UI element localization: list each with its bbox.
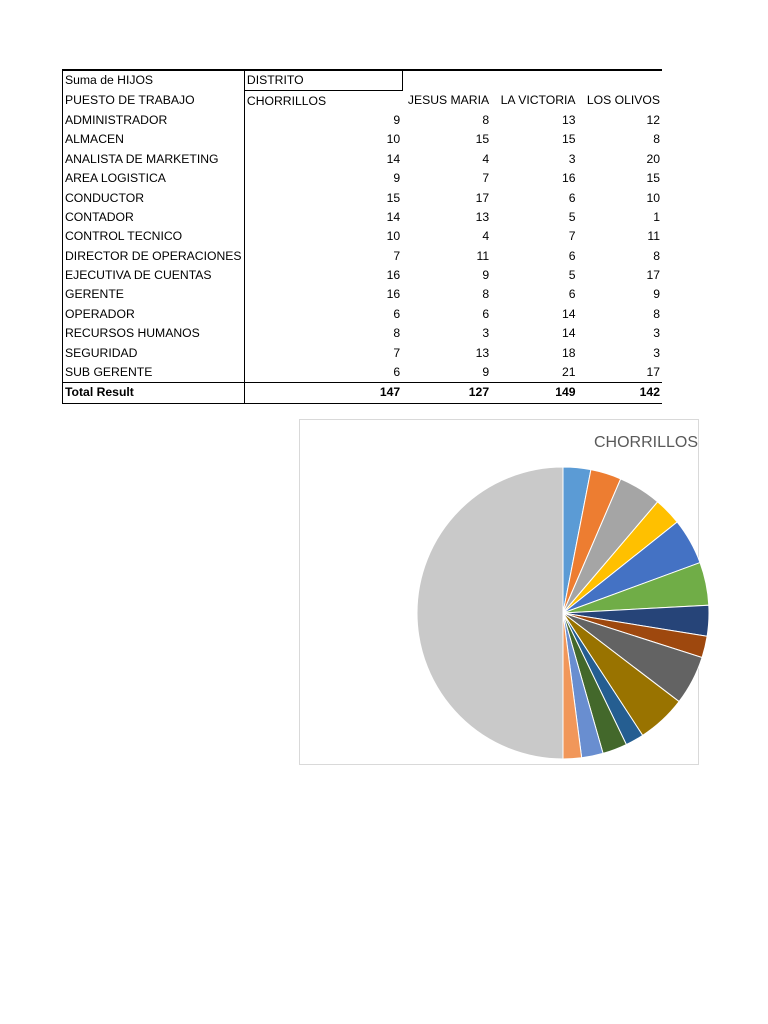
table-cell[interactable]: 6	[568, 287, 576, 302]
table-cell[interactable]: 9	[244, 111, 402, 130]
column-header[interactable]: LOS OLIVOS	[586, 93, 660, 108]
table-cell[interactable]: 13	[475, 209, 490, 224]
table-cell[interactable]: 3	[482, 326, 490, 341]
table-cell[interactable]: 13	[561, 112, 576, 127]
table-row	[63, 343, 663, 362]
row-label[interactable]: SUB GERENTE	[63, 363, 245, 383]
column-header[interactable]: JESUS MARIA	[407, 93, 490, 108]
table-row	[63, 227, 663, 246]
row-label[interactable]: ADMINISTRADOR	[63, 111, 245, 130]
column-header[interactable]: CHORRILLOS	[246, 93, 327, 108]
table-cell[interactable]: 14	[561, 306, 576, 321]
table-cell[interactable]: 8	[653, 306, 660, 321]
table-cell[interactable]: 6	[482, 306, 490, 321]
column-header[interactable]: LA VICTORIA	[500, 93, 576, 108]
table-cell[interactable]: 13	[475, 345, 490, 360]
row-label[interactable]: OPERADOR	[63, 305, 245, 324]
table-cell[interactable]: 9	[653, 287, 660, 302]
table-cell[interactable]: 8	[653, 248, 660, 263]
row-label[interactable]: CONTROL TECNICO	[63, 227, 245, 246]
total-cell[interactable]: 142	[578, 383, 662, 403]
table-cell[interactable]: 17	[646, 365, 660, 380]
table-cell[interactable]: 8	[653, 132, 660, 147]
row-label[interactable]: GERENTE	[63, 285, 245, 304]
table-cell[interactable]: 6	[568, 190, 576, 205]
table-row	[63, 324, 663, 343]
table-row	[63, 305, 663, 324]
table-cell[interactable]: 17	[646, 268, 660, 283]
table-row	[63, 266, 663, 285]
table-cell[interactable]: 11	[476, 248, 490, 263]
chart-title: CHORRILLOS	[594, 434, 699, 451]
table-cell[interactable]: 4	[482, 151, 490, 166]
table-cell[interactable]: 15	[244, 188, 402, 207]
table-row	[63, 208, 663, 227]
table-row	[63, 285, 663, 304]
row-label[interactable]: CONTADOR	[63, 208, 245, 227]
table-cell[interactable]: 4	[482, 229, 490, 244]
table-row	[63, 150, 663, 169]
table-cell[interactable]: 7	[244, 343, 402, 362]
table-cell[interactable]: 8	[482, 287, 490, 302]
table-cell[interactable]: 3	[653, 345, 660, 360]
total-cell[interactable]: 147	[244, 383, 402, 403]
table-row	[63, 169, 663, 188]
table-cell[interactable]: 8	[244, 324, 402, 343]
row-label[interactable]: EJECUTIVA DE CUENTAS	[63, 266, 245, 285]
table-cell[interactable]: 5	[568, 209, 576, 224]
pie-chart[interactable]	[299, 419, 699, 766]
data-field-label[interactable]: Suma de HIJOS	[63, 70, 245, 91]
total-cell[interactable]: 127	[402, 383, 491, 403]
row-label[interactable]: DIRECTOR DE OPERACIONES	[63, 247, 245, 266]
table-cell[interactable]: 14	[561, 326, 576, 341]
column-field-label[interactable]: DISTRITO	[244, 70, 402, 91]
table-cell[interactable]: 21	[561, 365, 576, 380]
pie-plot	[299, 419, 650, 766]
total-cell[interactable]: 149	[491, 383, 577, 403]
table-cell[interactable]: 15	[646, 171, 660, 186]
table-cell[interactable]: 6	[244, 305, 402, 324]
table-cell[interactable]: 10	[646, 190, 660, 205]
table-cell[interactable]: 18	[561, 345, 576, 360]
table-cell[interactable]: 9	[244, 169, 402, 188]
row-label[interactable]: AREA LOGISTICA	[63, 169, 245, 188]
table-cell[interactable]: 3	[653, 326, 660, 341]
row-label[interactable]: CONDUCTOR	[63, 188, 245, 207]
table-cell[interactable]: 15	[561, 132, 576, 147]
table-cell[interactable]: 6	[244, 363, 402, 383]
table-cell[interactable]: 7	[568, 229, 576, 244]
table-cell[interactable]: 14	[244, 208, 402, 227]
table-row	[63, 247, 663, 266]
table-cell[interactable]: 1	[653, 209, 660, 224]
table-cell[interactable]: 5	[568, 268, 576, 283]
table-cell[interactable]: 12	[646, 112, 660, 127]
row-label[interactable]: ALMACEN	[63, 130, 245, 149]
table-cell[interactable]: 8	[482, 112, 490, 127]
total-label[interactable]: Total Result	[63, 383, 245, 403]
table-cell[interactable]: 16	[561, 171, 576, 186]
row-label[interactable]: RECURSOS HUMANOS	[63, 324, 245, 343]
pivot-table	[62, 69, 660, 400]
table-cell[interactable]: 9	[482, 365, 490, 380]
table-row	[63, 363, 663, 383]
row-field-label[interactable]: PUESTO DE TRABAJO	[63, 91, 245, 111]
table-row	[63, 130, 663, 149]
table-cell[interactable]: 3	[568, 151, 576, 166]
table-cell[interactable]: 16	[244, 266, 402, 285]
total-row	[63, 383, 663, 403]
table-cell[interactable]: 11	[647, 229, 660, 244]
table-cell[interactable]: 9	[482, 268, 490, 283]
pie-slice[interactable]	[417, 467, 563, 759]
table-cell[interactable]: 16	[244, 285, 402, 304]
table-cell[interactable]: 17	[475, 190, 490, 205]
table-cell[interactable]: 10	[244, 130, 402, 149]
table-cell[interactable]: 10	[244, 227, 402, 246]
table-row	[63, 111, 663, 130]
table-cell[interactable]: 15	[475, 132, 490, 147]
table-cell[interactable]: 7	[482, 171, 490, 186]
table-cell[interactable]: 7	[244, 247, 402, 266]
table-row	[63, 188, 663, 207]
row-label[interactable]: ANALISTA DE MARKETING	[63, 150, 245, 169]
table-cell[interactable]: 20	[646, 151, 660, 166]
table-cell[interactable]: 14	[244, 150, 402, 169]
row-label[interactable]: SEGURIDAD	[63, 343, 245, 362]
table-cell[interactable]: 6	[568, 248, 576, 263]
